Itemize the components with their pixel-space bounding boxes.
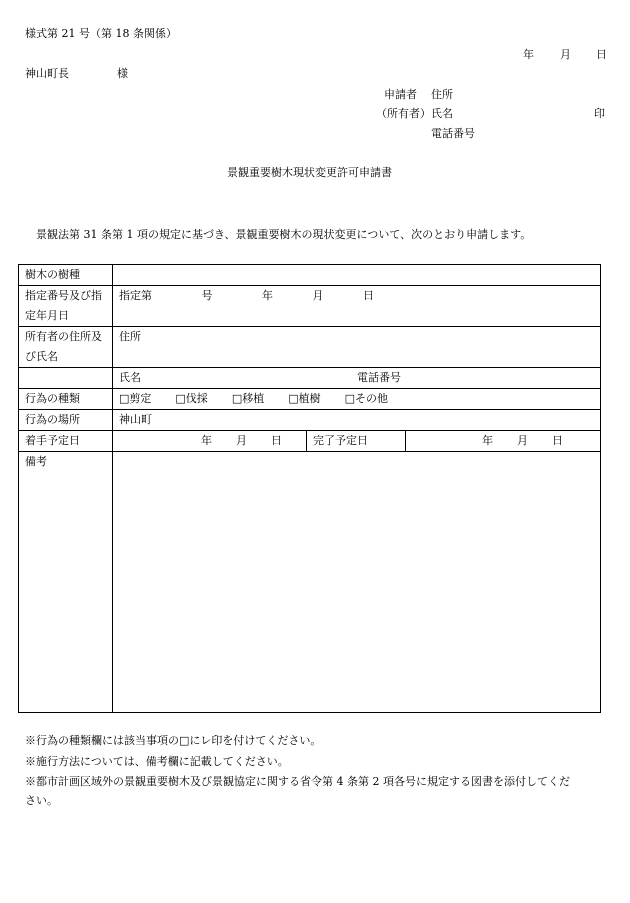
addressee-suffix: 様 — [117, 67, 128, 80]
action-place-label: 行為の場所 — [19, 410, 113, 431]
note-attachments: ※都市計画区域外の景観重要樹木及び景観協定に関する省令第 4 条第 2 項各号に規定する図書を添付してくだ — [25, 775, 570, 788]
species-row — [19, 265, 601, 286]
date-day: 日 — [596, 48, 607, 61]
owner-address-field[interactable]: 住所 — [113, 327, 601, 368]
application-table — [18, 264, 601, 713]
checkbox-planting[interactable]: □植樹 — [288, 392, 321, 405]
seal-mark: 印 — [594, 107, 605, 120]
applicant-name-label: 氏名 — [431, 107, 453, 120]
action-place-field[interactable]: 神山町 — [113, 410, 601, 431]
designation-label: 指定番号及び指 定年月日 — [19, 286, 113, 327]
species-label: 樹木の樹種 — [19, 265, 113, 286]
designation-field[interactable]: 指定第 号 年 月 日 — [113, 286, 601, 327]
applicant-address-label: 住所 — [431, 88, 453, 101]
end-date-field[interactable]: 年 月 日 — [406, 431, 601, 452]
applicant-phone-label: 電話番号 — [431, 127, 475, 140]
date-month: 月 — [560, 48, 571, 61]
checkbox-pruning[interactable]: □剪定 — [119, 392, 152, 405]
owner-name-row — [19, 368, 601, 389]
end-date-label: 完了予定日 — [307, 431, 406, 452]
checkbox-felling[interactable]: □伐採 — [175, 392, 208, 405]
start-date-label: 着手予定日 — [19, 431, 113, 452]
action-place-row — [19, 410, 601, 431]
owner-address-row — [19, 327, 601, 368]
remarks-row — [19, 452, 601, 713]
note-checkbox: ※行為の種類欄には該当事項の□にレ印を付けてください。 — [25, 734, 322, 747]
action-type-row — [19, 389, 601, 410]
note-attachments-cont: さい。 — [25, 794, 58, 807]
remarks-label: 備考 — [19, 452, 113, 713]
date-year: 年 — [523, 48, 534, 61]
owner-info-label: 所有者の住所及 び氏名 — [19, 327, 113, 368]
schedule-row — [19, 431, 601, 452]
document-title: 景観重要樹木現状変更許可申請書 — [227, 166, 392, 179]
owner-name-spacer — [19, 368, 113, 389]
intro-text: 景観法第 31 条第 1 項の規定に基づき、景観重要樹木の現状変更について、次のとおり申請します。 — [36, 228, 532, 241]
action-type-options — [113, 389, 601, 410]
species-field[interactable] — [113, 265, 601, 286]
checkbox-transplant[interactable]: □移植 — [231, 392, 265, 405]
designation-row — [19, 286, 601, 327]
owner-label: （所有者） — [376, 107, 431, 120]
addressee: 神山町長 — [25, 67, 69, 80]
checkbox-other[interactable]: □その他 — [344, 392, 389, 405]
note-method: ※施行方法については、備考欄に記載してください。 — [25, 755, 289, 768]
form-number: 様式第 21 号（第 18 条関係） — [25, 27, 177, 40]
action-type-label: 行為の種類 — [19, 389, 113, 410]
owner-name-field[interactable]: 氏名 電話番号 — [113, 368, 601, 389]
remarks-field[interactable] — [113, 452, 601, 713]
applicant-label: 申請者 — [384, 88, 417, 101]
start-date-field[interactable]: 年 月 日 — [113, 431, 307, 452]
